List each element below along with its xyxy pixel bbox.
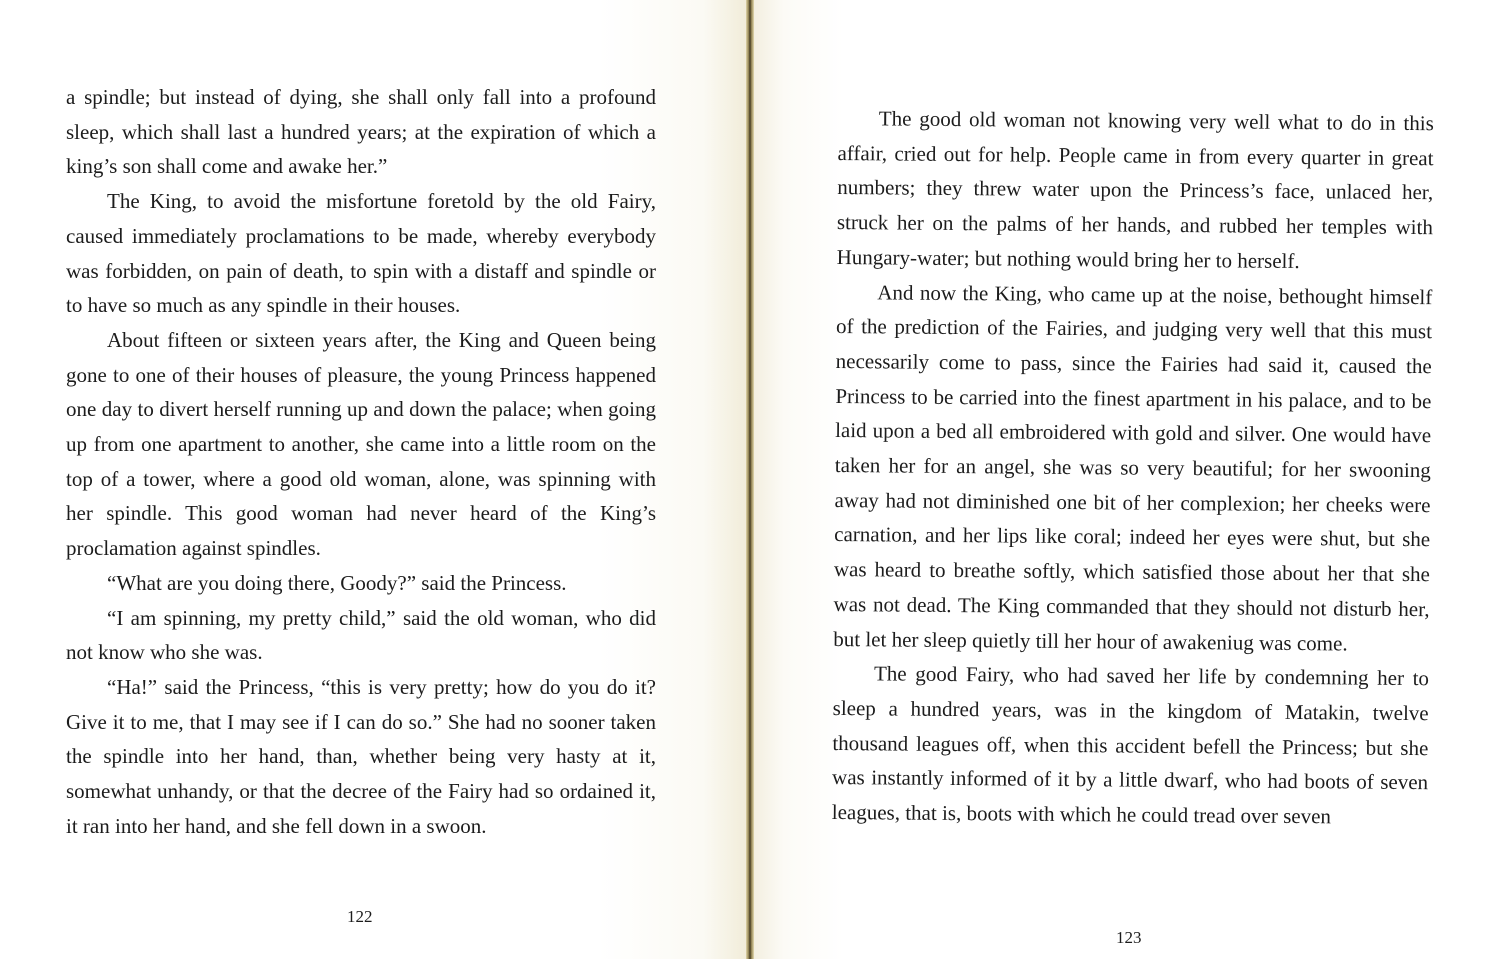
page-number-left: 122: [347, 907, 373, 926]
paragraph: And now the King, who came up at the noise, bethought himself of the prediction of the Fairies, and judging very well that this must necessarily come to pass, since the Fairies had said it, caused the Princess to be carried into the finest apartment in his palace, and to be laid upon a bed all embroidered with gold and silver. One would have taken her for an angel, she was so very beautiful; for her swooning away had not diminished one bit of her complexion; her cheeks were carnation, and her lips like coral; indeed her eyes were shut, but she was heard to breathe softly, which satisfied those about her that she was not dead. The King commanded that they should not disturb her, but let her sleep quietly till her hour of awakeniug was come.: [833, 279, 1433, 656]
book-gutter: [746, 0, 754, 959]
paragraph: a spindle; but instead of dying, she shall only fall into a profound sleep, which shall last a hundred years; at the expiration of which a king’s son shall come and awake her.”: [66, 85, 656, 179]
left-page-text: [66, 80, 656, 843]
right-page-text: [832, 101, 1434, 835]
paragraph: “Ha!” said the Princess, “this is very pretty; how do you do it? Give it to me, that I may see if I can do so.” She had no sooner taken the spindle into her hand, than, whether being very hasty at it, somewhat unhandy, or that the decree of the Fairy had so ordained it, it ran into her hand, and she fell down in a swoon.: [66, 674, 656, 838]
paragraph: The King, to avoid the misfortune foretold by the old Fairy, caused immediately proclamations to be made, whereby everybody was forbidden, on pain of death, to spin with a distaff and spindle or to have so much as any spindle in their houses.: [66, 189, 656, 318]
paragraph: About fifteen or sixteen years after, the King and Queen being gone to one of their houses of pleasure, the young Princess happened one day to divert herself running up and down the palace; when going up from one apartment to another, she came into a little room on the top of a tower, where a good old woman, alone, was spinning with her spindle. This good woman had never heard of the King’s proclamation against spindles.: [66, 327, 656, 561]
paragraph: The good Fairy, who had saved her life by condemning her to sleep a hundred years, was in the kingdom of Matakin, twelve thousand leagues off, when this accident befell the Princess; but she was instantly informed of it by a little dwarf, who had boots of seven leagues, that is, boots with which he could tread over seven: [831, 661, 1430, 829]
paragraph: “What are you doing there, Goody?” said the Princess.: [107, 570, 567, 595]
paragraph: The good old woman not knowing very well what to do in this affair, cried out for help. People came in from every quarter in great numbers; they threw water upon the Princess’s face, unlaced her, struck her on the palms of her hands, and rubbed her temples with Hungary-water; but nothing would bring her to herself.: [836, 106, 1434, 273]
paragraph: “I am spinning, my pretty child,” said the old woman, who did not know who she was.: [66, 605, 656, 665]
page-number-right: 123: [1116, 928, 1142, 947]
